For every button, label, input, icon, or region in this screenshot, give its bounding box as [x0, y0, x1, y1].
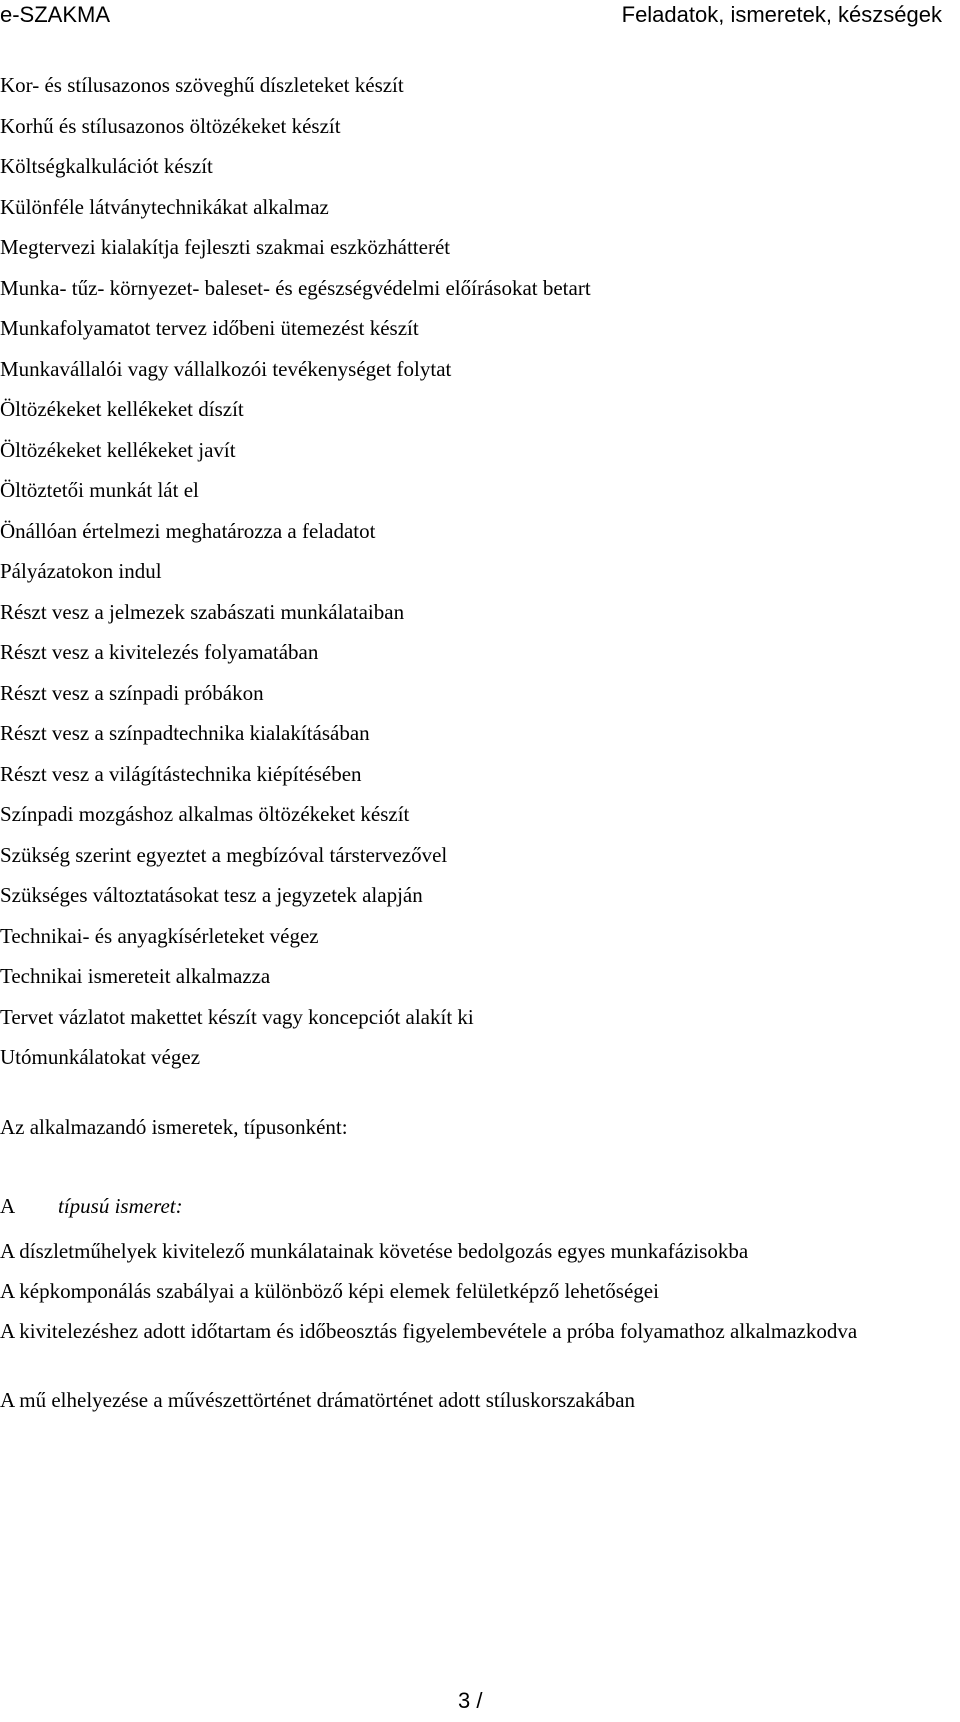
task-item: Munkafolyamatot tervez időbeni ütemezést készít — [0, 316, 419, 340]
task-item: Tervet vázlatot makettet készít vagy koncepciót alakít ki — [0, 1005, 474, 1029]
task-item: Munka- tűz- környezet- baleset- és egészségvédelmi előírásokat betart — [0, 276, 591, 300]
task-item: Részt vesz a jelmezek szabászati munkálataiban — [0, 600, 405, 624]
task-item: Részt vesz a kivitelezés folyamatában — [0, 640, 319, 664]
knowledge-type-label — [0, 1193, 183, 1219]
task-item: Öltözékeket kellékeket javít — [0, 438, 236, 462]
task-item: Technikai ismereteit alkalmazza — [0, 964, 271, 988]
task-item: Korhű és stílusazonos öltözékeket készít — [0, 114, 341, 138]
task-item: Önállóan értelmezi meghatározza a feladatot — [0, 519, 376, 543]
task-item: Költségkalkulációt készít — [0, 154, 213, 178]
knowledge-type-desc: típusú ismeret: — [58, 1194, 183, 1218]
task-item: Technikai- és anyagkísérleteket végez — [0, 924, 319, 948]
knowledge-type-letter: A — [0, 1194, 16, 1218]
task-item: Öltözékeket kellékeket díszít — [0, 397, 244, 421]
task-item: Szükséges változtatásokat tesz a jegyzetek alapján — [0, 883, 423, 907]
knowledge-item: A kivitelezéshez adott időtartam és időbeosztás figyelembevétele a próba folyamathoz alkalmazkodva — [0, 1319, 858, 1343]
task-item: Szükség szerint egyeztet a megbízóval társtervezővel — [0, 843, 448, 867]
header-left: e-SZAKMA — [0, 2, 111, 27]
task-item: Öltöztetői munkát lát el — [0, 478, 199, 502]
task-item: Kor- és stílusazonos szöveghű díszleteket készít — [0, 73, 404, 97]
task-item: Részt vesz a színpadtechnika kialakításában — [0, 721, 370, 745]
task-item: Megtervezi kialakítja fejleszti szakmai eszközhátterét — [0, 235, 451, 259]
task-item: Színpadi mozgáshoz alkalmas öltözékeket készít — [0, 802, 410, 826]
knowledge-heading: Az alkalmazandó ismeretek, típusonként: — [0, 1115, 348, 1139]
task-item: Munkavállalói vagy vállalkozói tevékenységet folytat — [0, 357, 452, 381]
task-item: Pályázatokon indul — [0, 559, 162, 583]
task-item: Részt vesz a világítástechnika kiépítésében — [0, 762, 362, 786]
knowledge-item: A díszletműhelyek kivitelező munkálatainak követése bedolgozás egyes munkafázisokba — [0, 1239, 749, 1263]
header-right: Feladatok, ismeretek, készségek — [621, 2, 942, 27]
knowledge-item: A képkomponálás szabályai a különböző képi elemek felületképző lehetőségei — [0, 1279, 659, 1303]
page-number: 3 / — [458, 1688, 483, 1713]
task-item: Részt vesz a színpadi próbákon — [0, 681, 264, 705]
task-item: Utómunkálatokat végez — [0, 1045, 201, 1069]
task-item: Különféle látványtechnikákat alkalmaz — [0, 195, 329, 219]
knowledge-item: A mű elhelyezése a művészettörténet drámatörténet adott stíluskorszakában — [0, 1388, 636, 1412]
